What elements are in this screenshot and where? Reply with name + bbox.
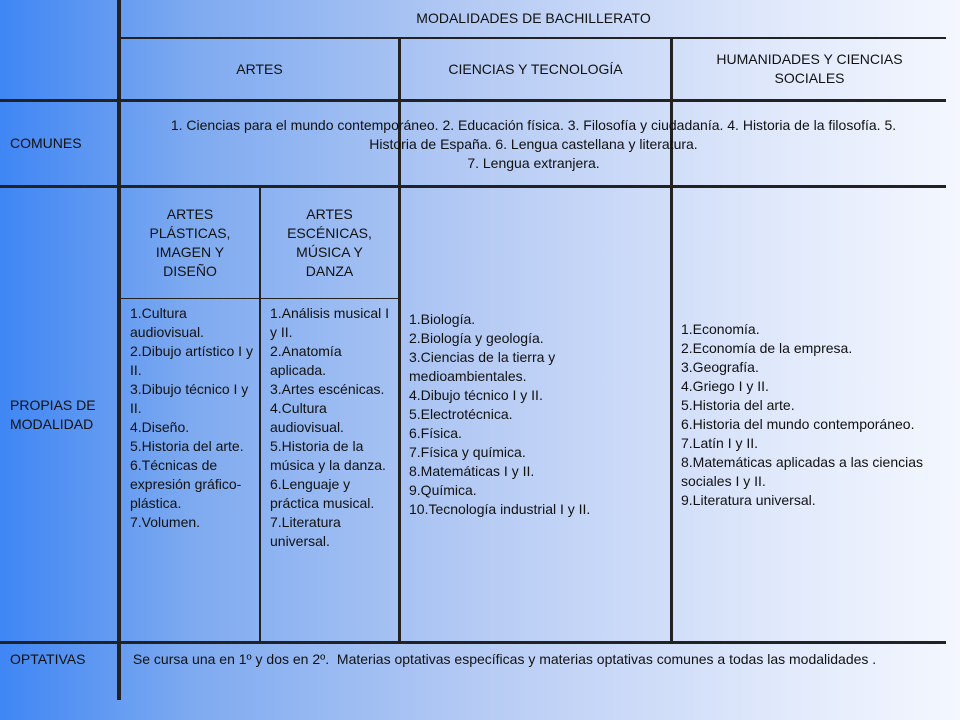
artes-plasticas-list (130, 304, 255, 532)
list-item: 5.Historia de la música y la danza. (270, 438, 386, 473)
artes-escenicas-list (270, 304, 396, 551)
ciencias-list (409, 310, 667, 519)
list-item: 7.Latín I y II. (681, 434, 759, 451)
list-item: 5.Electrotécnica. (409, 406, 513, 422)
list-item: 3.Ciencias de la tierra y medioambientales. (409, 349, 556, 384)
row-label-optativas: OPTATIVAS (10, 651, 86, 667)
list-item: 8.Matemáticas I y II. (409, 463, 535, 479)
list-item: 10.Tecnología industrial I y II. (409, 501, 591, 517)
list-item: 1.Economía. (681, 320, 760, 337)
list-item: 7.Volumen. (130, 514, 201, 530)
list-item: 6.Lenguaje y práctica musical. (270, 476, 375, 511)
grid-line (0, 641, 946, 644)
list-item: 5.Historia del arte. (681, 396, 795, 413)
list-item: 4.Diseño. (130, 419, 190, 435)
comunes-content (121, 102, 946, 185)
list-item: 5.Historia del arte. (130, 438, 244, 454)
humanidades-list (681, 320, 943, 510)
list-item: 1.Cultura audiovisual. (130, 305, 204, 340)
list-item: 3.Geografía. (681, 358, 759, 375)
list-item: 6.Técnicas de expresión gráfico-plástica. (130, 457, 242, 511)
comunes-text-line2: 7. Lengua extranjera. (467, 155, 600, 171)
list-item: 4.Cultura audiovisual. (270, 400, 344, 435)
column-header-ciencias: CIENCIAS Y TECNOLOGÍA (448, 60, 623, 77)
row-label-propias: PROPIAS DE MODALIDAD (10, 396, 96, 432)
list-item: 2.Dibujo artístico I y II. (130, 343, 253, 378)
subheader-artes-escenicas: ARTES ESCÉNICAS, MÚSICA Y DANZA (287, 206, 372, 279)
optativas-text: Se cursa una en 1º y dos en 2º. Materias optativas específicas y materias optativas comunes a todas las modalidades . (129, 651, 877, 667)
list-item: 3.Dibujo técnico I y II. (130, 381, 249, 416)
row-label-comunes: COMUNES (10, 135, 82, 151)
list-item: 7.Física y química. (409, 444, 526, 460)
list-item: 2.Biología y geología. (409, 330, 544, 346)
list-item: 3.Artes escénicas. (270, 381, 385, 397)
humanidades-cell (681, 188, 943, 641)
list-item: 9.Química. (409, 482, 477, 498)
list-item: 9.Literatura universal. (681, 491, 816, 508)
column-header-artes: ARTES (236, 60, 283, 77)
list-item: 4.Griego I y II. (681, 377, 769, 394)
subheader-artes-plasticas: ARTES PLÁSTICAS, IMAGEN Y DISEÑO (149, 206, 231, 279)
column-header-humanidades: HUMANIDADES Y CIENCIAS SOCIALES (716, 51, 903, 86)
list-item: 2.Economía de la empresa. (681, 339, 853, 356)
list-item: 4.Dibujo técnico I y II. (409, 387, 543, 403)
list-item: 1.Biología. (409, 311, 476, 327)
table-title: MODALIDADES DE BACHILLERATO (416, 10, 651, 26)
list-item: 7.Literatura universal. (270, 514, 341, 549)
list-item: 6.Física. (409, 425, 462, 441)
list-item: 2.Anatomía aplicada. (270, 343, 342, 378)
list-item: 6.Historia del mundo contemporáneo. (681, 415, 915, 432)
comunes-text: 1. Ciencias para el mundo contemporáneo. 2. Educación física. 3. Filosofía y ciudadanía. 4. Historia de la filosofía. 5. Historia de España. 6. Lengua castellana y literatura. (170, 117, 897, 152)
list-item: 8.Matemáticas aplicadas a las ciencias sociales I y II. (681, 453, 924, 489)
list-item: 1.Análisis musical I y II. (270, 305, 390, 340)
grid-line (121, 298, 398, 299)
ciencias-cell (409, 188, 667, 641)
